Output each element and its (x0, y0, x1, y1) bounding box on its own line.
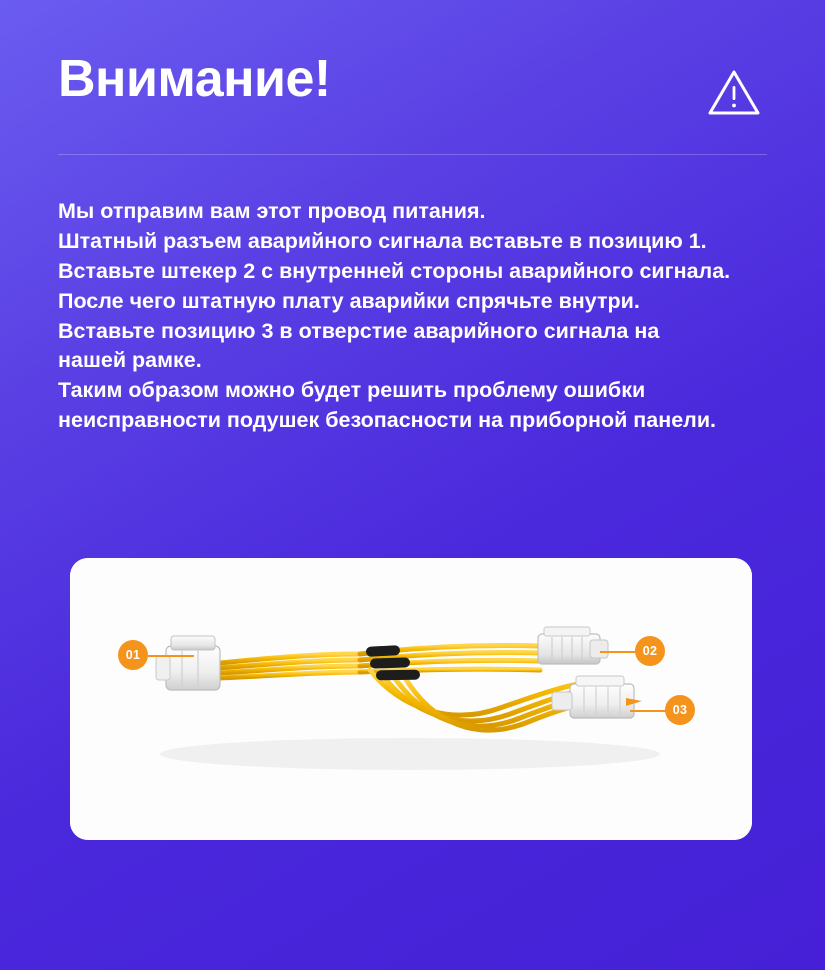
callout-leader-02 (600, 651, 638, 653)
instruction-line-3: Вставьте штекер 2 с внутренней стороны аварийного сигнала. После чего штатную плату аварийки спрячьте внутри. (58, 258, 731, 313)
warning-triangle-icon (707, 66, 761, 120)
callout-badge-01: 01 (118, 640, 148, 670)
instruction-text (58, 197, 733, 436)
instruction-line-4: Вставьте позицию 3 в отверстие аварийного сигнала на нашей рамке. (58, 318, 660, 373)
connector-02 (538, 627, 608, 664)
callout-badge-03: 03 (665, 695, 695, 725)
product-photo (70, 558, 752, 840)
page-header (0, 0, 825, 120)
instruction-line-5: Таким образом можно будет решить проблему ошибки неисправности подушек безопасности на приборной панели. (58, 378, 717, 433)
callout-leader-03 (630, 710, 670, 712)
callout-badge-02: 02 (635, 636, 665, 666)
header-divider (58, 154, 767, 155)
instruction-line-2: Штатный разъем аварийного сигнала вставьте в позицию 1. (58, 228, 707, 253)
wiring-harness-illustration (70, 558, 752, 840)
product-photo-card (70, 558, 752, 840)
page-title: Внимание! (58, 50, 331, 108)
connector-03 (552, 676, 642, 718)
instruction-line-1: Мы отправим вам этот провод питания. (58, 199, 486, 223)
callout-leader-01 (148, 655, 194, 657)
connector-01 (156, 636, 220, 690)
